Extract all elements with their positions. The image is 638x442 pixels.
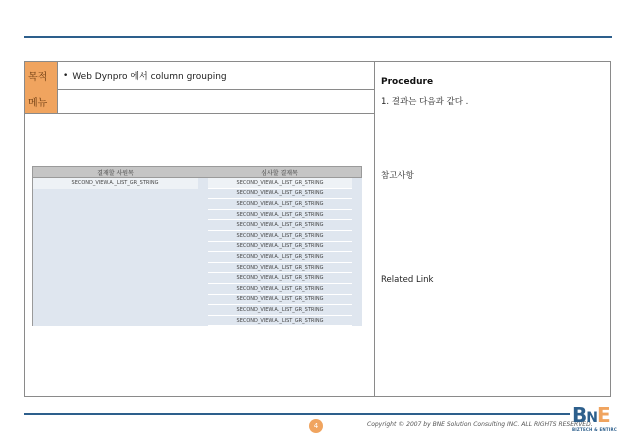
column-grouping-grid (32, 166, 362, 326)
purpose-text: Web Dynpro 에서 column grouping (72, 72, 227, 82)
table-row (32, 295, 362, 306)
logo-letter: B (572, 403, 587, 427)
table-row (32, 178, 362, 189)
table-row (32, 189, 362, 200)
page-number-badge: 4 (309, 419, 323, 433)
table-cell: SECOND_VIEW.A._LIST_GR_STRING (208, 263, 352, 274)
notes-label: 참고사항 (381, 171, 414, 181)
left-pane (25, 62, 375, 396)
header-divider (24, 36, 612, 38)
table-cell: SECOND_VIEW.A._LIST_GR_STRING (208, 189, 352, 200)
table-row (32, 220, 362, 231)
table-cell (32, 263, 198, 274)
row-divider (25, 89, 374, 90)
grid-body (32, 178, 362, 326)
grid-column-header: 결재할 사원목 (97, 169, 134, 177)
table-cell (32, 252, 198, 263)
table-cell (32, 189, 198, 200)
table-cell: SECOND_VIEW.A._LIST_GR_STRING (208, 199, 352, 210)
table-cell (32, 305, 198, 316)
table-cell (32, 295, 198, 306)
label-column-divider (57, 62, 58, 113)
table-row (32, 242, 362, 253)
logo-letter: N (586, 410, 597, 426)
purpose-label: 목적 (25, 62, 57, 89)
content-frame (24, 61, 611, 397)
table-cell: SECOND_VIEW.A._LIST_GR_STRING (208, 305, 352, 316)
table-row (32, 316, 362, 327)
table-row (32, 199, 362, 210)
related-link-label: Related Link (381, 275, 434, 285)
table-cell: SECOND_VIEW.A._LIST_GR_STRING (208, 220, 352, 231)
logo-letter: E (596, 403, 610, 427)
table-row (32, 252, 362, 263)
purpose-value (57, 62, 227, 89)
table-cell: SECOND_VIEW.A._LIST_GR_STRING (208, 284, 352, 295)
table-cell (32, 316, 198, 327)
menu-label: 메뉴 (25, 89, 57, 113)
procedure-step: 1. 결과는 다음과 같다 . (381, 97, 469, 107)
table-cell: SECOND_VIEW.A._LIST_GR_STRING (208, 295, 352, 306)
table-cell: SECOND_VIEW.A._LIST_GR_STRING (208, 231, 352, 242)
table-row (32, 231, 362, 242)
table-cell: SECOND_VIEW.A._LIST_GR_STRING (208, 178, 352, 189)
table-cell: SECOND_VIEW.A._LIST_GR_STRING (32, 178, 198, 189)
footer-divider (24, 413, 570, 415)
table-cell: SECOND_VIEW.A._LIST_GR_STRING (208, 273, 352, 284)
company-logo (572, 404, 624, 440)
procedure-title: Procedure (381, 77, 434, 87)
table-cell (32, 273, 198, 284)
table-cell (32, 220, 198, 231)
table-cell (32, 199, 198, 210)
table-row (32, 263, 362, 274)
table-cell: SECOND_VIEW.A._LIST_GR_STRING (208, 242, 352, 253)
table-row (32, 273, 362, 284)
table-cell: SECOND_VIEW.A._LIST_GR_STRING (208, 210, 352, 221)
table-cell: SECOND_VIEW.A._LIST_GR_STRING (208, 316, 352, 327)
row-divider (25, 113, 374, 114)
table-cell (32, 231, 198, 242)
table-row (32, 210, 362, 221)
table-cell (32, 242, 198, 253)
table-row (32, 305, 362, 316)
grid-header (32, 166, 362, 178)
logo-subtitle: BIZTECH & ENTIRC (572, 427, 617, 432)
bullet-icon: • (63, 70, 69, 81)
table-cell (32, 284, 198, 295)
table-row (32, 284, 362, 295)
copyright-text: Copyright © 2007 by BNE Solution Consulting INC. ALL RIGHTS RESERVED. (367, 421, 593, 428)
table-cell (32, 210, 198, 221)
grid-column-header: 심사할 결재목 (261, 169, 298, 177)
table-cell: SECOND_VIEW.A._LIST_GR_STRING (208, 252, 352, 263)
